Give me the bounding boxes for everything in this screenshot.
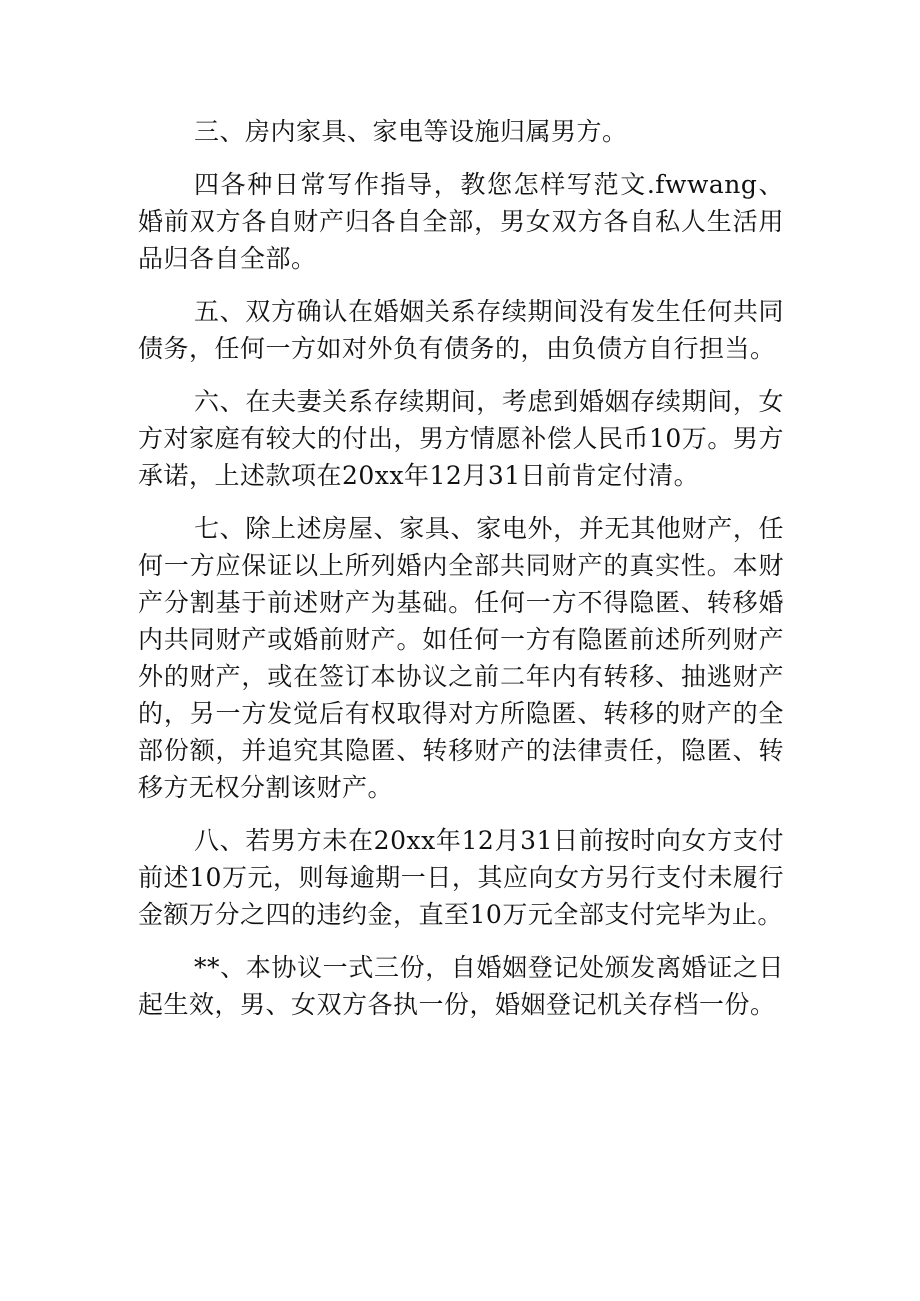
paragraph-5-debts: 五、双方确认在婚姻关系存续期间没有发生任何共同债务，任何一方如对外负有债务的，由负债方自行担当。 [138,297,784,363]
paragraph-3-furniture: 三、房内家具、家电等设施归属男方。 [194,117,628,146]
paragraph-4-premarital-property: 四各种日常写作指导，教您怎样写范文.fwwang、婚前双方各自财产归各自全部，男女双方各自私人生活用品归各自全部。 [138,170,784,273]
paragraph-7-property-disclosure: 七、除上述房屋、家具、家电外，并无其他财产，任何一方应保证以上所列婚内全部共同财产的真实性。本财产分割基于前述财产为基础。任何一方不得隐匿、转移婚内共同财产或婚前财产。如任何一方有隐匿前述所列财产外的财产，或在签订本协议之前二年内有转移、抽逃财产的，另一方发觉后有权取得对方所隐匿、转移的财产的全部份额，并追究其隐匿、转移财产的法律责任，隐匿、转移方无权分割该财产。 [138,514,784,802]
paragraph-8-penalty: 八、若男方未在20xx年12月31日前按时向女方支付前述10万元，则每逾期一日，其应向女方另行支付未履行金额万分之四的违约金，直至10万元全部支付完毕为止。 [138,826,784,929]
paragraph-6-compensation: 六、在夫妻关系存续期间，考虑到婚姻存续期间，女方对家庭有较大的付出，男方情愿补偿人民币10万。男方承诺，上述款项在20xx年12月31日前肯定付清。 [138,387,784,490]
paragraph-effectiveness: **、本协议一式三份，自婚姻登记处颁发离婚证之日起生效，男、女双方各执一份，婚姻登记机关存档一份。 [138,953,784,1019]
document-body [138,113,784,1039]
